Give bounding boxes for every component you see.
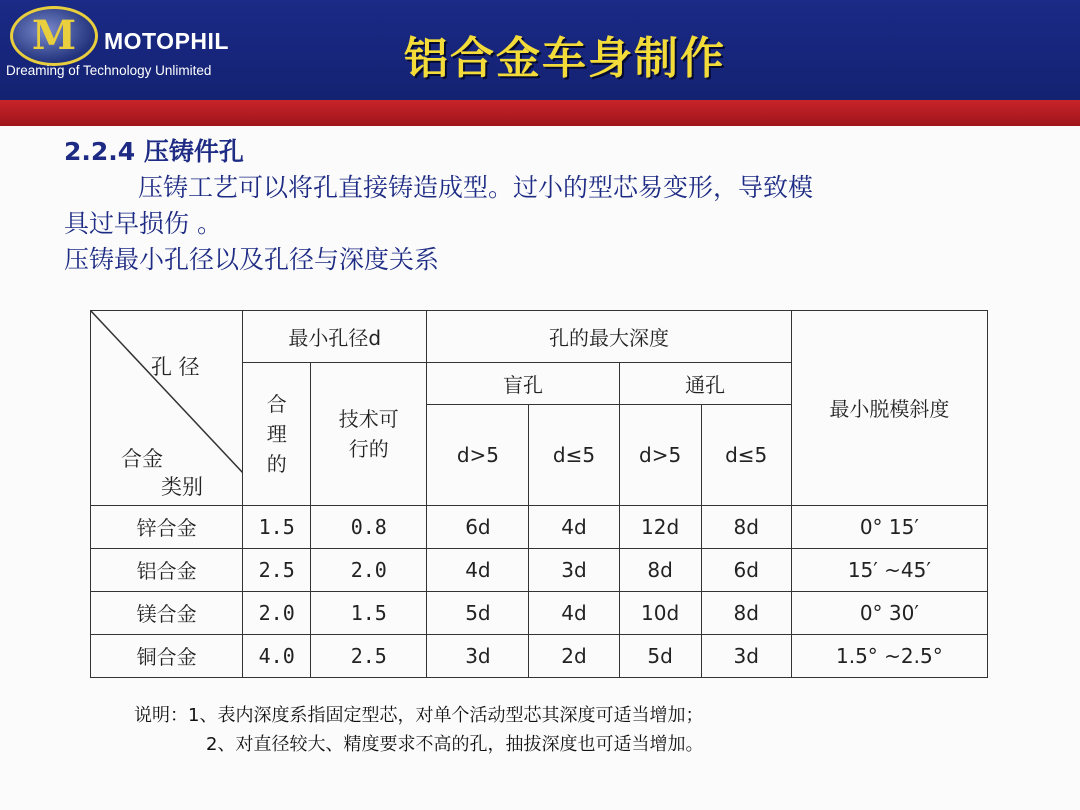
cell-through-gt5: 5d (619, 634, 701, 677)
header-reasonable-char-1: 合 (266, 391, 287, 416)
header-min-draft: 最小脱模斜度 (791, 311, 987, 506)
cell-through-le5: 6d (701, 548, 791, 591)
header-through-le5: d≤5 (701, 405, 791, 505)
logo-letter: M (31, 12, 77, 59)
cell-blind-gt5: 6d (427, 505, 529, 548)
cell-reasonable: 2.0 (243, 591, 311, 634)
cell-feasible: 1.5 (311, 591, 427, 634)
header-min-diameter: 最小孔径d (243, 311, 427, 363)
section-heading: 2.2.4 压铸件孔 (64, 137, 244, 166)
note-line-2: 2、对直径较大、精度要求不高的孔，抽拔深度也可适当增加。 (206, 734, 704, 755)
cell-through-le5: 8d (701, 591, 791, 634)
intro-line-3: 压铸最小孔径以及孔径与深度关系 (64, 245, 440, 274)
cell-blind-gt5: 5d (427, 591, 529, 634)
cell-through-le5: 8d (701, 505, 791, 548)
header-feasible-line-2: 行的 (348, 436, 389, 461)
motophil-logo (10, 6, 98, 66)
header-reasonable-char-3: 的 (266, 451, 287, 476)
intro-text (64, 134, 1024, 278)
cell-blind-gt5: 3d (427, 634, 529, 677)
corner-label-diameter: 孔 径 (151, 355, 200, 379)
cell-feasible: 0.8 (311, 505, 427, 548)
cell-alloy: 镁合金 (91, 591, 243, 634)
cell-reasonable: 1.5 (243, 505, 311, 548)
cell-blind-gt5: 4d (427, 548, 529, 591)
cell-draft: 1.5° ~2.5° (791, 634, 987, 677)
header-through-hole: 通孔 (619, 363, 791, 405)
intro-line-1: 压铸工艺可以将孔直接铸造成型。过小的型芯易变形，导致模 (138, 173, 814, 202)
header-through-gt5: d>5 (619, 405, 701, 505)
cell-blind-le5: 4d (529, 505, 619, 548)
cell-blind-le5: 3d (529, 548, 619, 591)
cell-draft: 0° 15′ (791, 505, 987, 548)
corner-label-alloy (121, 445, 203, 501)
cell-through-gt5: 10d (619, 591, 701, 634)
cell-blind-le5: 2d (529, 634, 619, 677)
cell-reasonable: 4.0 (243, 634, 311, 677)
header-reasonable-char-2: 理 (266, 421, 287, 446)
table-notes (134, 701, 703, 759)
corner-label-alloy-1: 合金 (121, 447, 163, 471)
cell-feasible: 2.0 (311, 548, 427, 591)
table-row (91, 548, 988, 591)
header-blind-le5: d≤5 (529, 405, 619, 505)
cell-alloy: 锌合金 (91, 505, 243, 548)
table-row (91, 505, 988, 548)
intro-line-2: 具过早损伤 。 (64, 209, 222, 238)
brand-tagline: Dreaming of Technology Unlimited (6, 63, 212, 78)
header-max-depth: 孔的最大深度 (427, 311, 791, 363)
cell-through-gt5: 8d (619, 548, 701, 591)
cell-through-le5: 3d (701, 634, 791, 677)
cell-draft: 0° 30′ (791, 591, 987, 634)
cell-feasible: 2.5 (311, 634, 427, 677)
hole-dimension-table (90, 310, 988, 678)
header-blind-hole: 盲孔 (427, 363, 619, 405)
header-feasible (311, 363, 427, 505)
note-line-1: 说明：1、表内深度系指固定型芯，对单个活动型芯其深度可适当增加； (134, 705, 704, 726)
header-red-stripe (0, 100, 1080, 126)
corner-label-alloy-2: 类别 (161, 475, 203, 499)
header-blind-gt5: d>5 (427, 405, 529, 505)
cell-reasonable: 2.5 (243, 548, 311, 591)
brand-name: MOTOPHIL (104, 28, 229, 54)
slide-title: 铝合金车身制作 (404, 33, 726, 84)
cell-through-gt5: 12d (619, 505, 701, 548)
header-reasonable (243, 363, 311, 505)
table-row (91, 634, 988, 677)
cell-draft: 15′ ~45′ (791, 548, 987, 591)
corner-header-cell (91, 311, 243, 506)
cell-blind-le5: 4d (529, 591, 619, 634)
table-row (91, 591, 988, 634)
cell-alloy: 铜合金 (91, 634, 243, 677)
header-banner (0, 0, 1080, 100)
header-feasible-line-1: 技术可 (338, 406, 399, 431)
cell-alloy: 铝合金 (91, 548, 243, 591)
